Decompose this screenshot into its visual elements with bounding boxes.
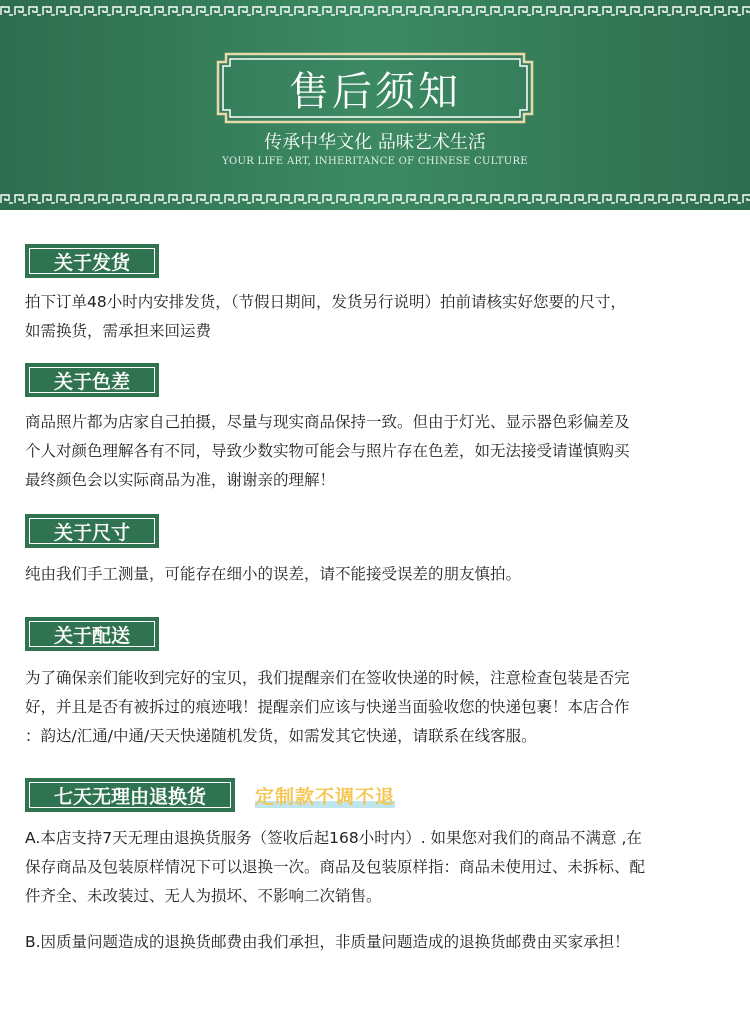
section-title: 关于色差	[29, 367, 155, 393]
section-title: 关于尺寸	[29, 518, 155, 544]
text-line: 件齐全、未改装过、无人为损坏、不影响二次销售。	[25, 887, 382, 905]
section-text-shipping	[25, 288, 730, 346]
section-text-color	[25, 408, 730, 495]
section-text-delivery	[25, 664, 730, 751]
note-text: 定制款不调不退	[255, 786, 396, 808]
text-line: 为了确保亲们能收到完好的宝贝，我们提醒亲们在签收快递的时候，注意检查包装是否完	[25, 669, 630, 687]
text-line: 保存商品及包装原样情况下可以退换一次。商品及包装原样指：商品未使用过、未拆标、配	[25, 858, 646, 876]
banner-subtitle-english: YOUR LIFE ART, INHERITANCE OF CHINESE CULTURE	[222, 156, 528, 167]
text-line: 最终颜色会以实际商品为准，谢谢亲的理解！	[25, 471, 336, 489]
section-tag-color	[25, 363, 159, 397]
text-line: B.因质量问题造成的退换货邮费由我们承担，非质量问题造成的退换货邮费由买家承担！	[25, 933, 630, 951]
text-line: 纯由我们手工测量，可能存在细小的误差，请不能接受误差的朋友慎拍。	[25, 565, 522, 583]
section-tag-shipping	[25, 244, 159, 278]
section-text-returns-a	[25, 824, 730, 911]
section-text-returns-b	[25, 928, 730, 957]
text-line: A.本店支持7天无理由退换货服务（签收后起168小时内）. 如果您对我们的商品不满意 ,在	[25, 829, 642, 847]
text-line: 如需换货，需承担来回运费	[25, 322, 212, 340]
section-text-size	[25, 560, 730, 589]
text-line: 拍下订单48小时内安排发货，（节假日期间，发货另行说明）拍前请核实好您要的尺寸，	[25, 293, 626, 311]
header-banner	[0, 0, 750, 210]
section-tag-delivery	[25, 617, 159, 651]
text-line: 好，并且是否有被拆过的痕迹哦！提醒亲们应该与快递当面验收您的快递包裹！本店合作	[25, 698, 630, 716]
section-title: 关于发货	[29, 248, 155, 274]
fret-border-top	[0, 4, 750, 16]
text-line: ：韵达/汇通/中通/天天快递随机发货，如需发其它快递，请联系在线客服。	[25, 727, 537, 745]
text-line: 商品照片都为店家自己拍摄，尽量与现实商品保持一致。但由于灯光、显示器色彩偏差及	[25, 413, 630, 431]
custom-no-return-note	[255, 782, 395, 809]
section-tag-returns	[25, 778, 235, 812]
page-title: 售后须知	[289, 68, 461, 115]
section-tag-size	[25, 514, 159, 548]
section-title: 七天无理由退换货	[29, 782, 231, 808]
banner-subtitle: 传承中华文化 品味艺术生活	[264, 132, 486, 153]
fret-border-bottom	[0, 192, 750, 204]
text-line: 个人对颜色理解各有不同，导致少数实物可能会与照片存在色差，如无法接受请谨慎购买	[25, 442, 630, 460]
section-title: 关于配送	[29, 621, 155, 647]
